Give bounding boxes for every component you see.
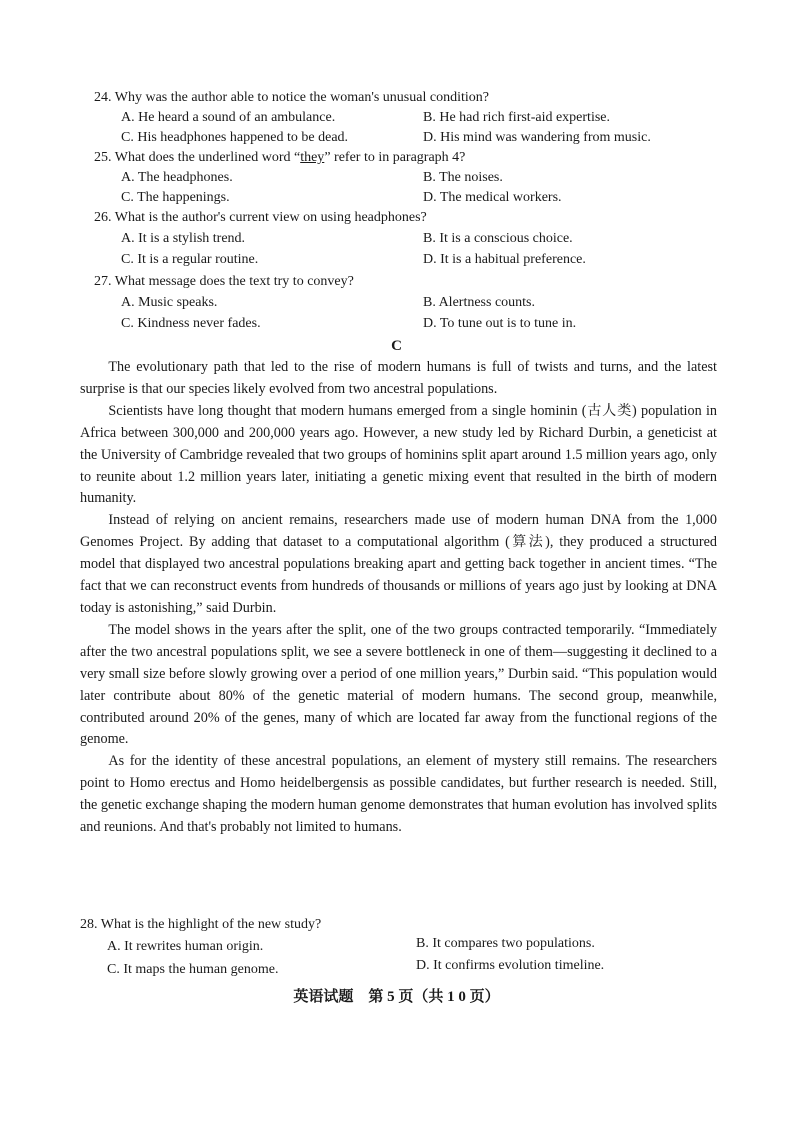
option-27d: D. To tune out is to tune in. bbox=[423, 316, 577, 331]
question-number: 27. bbox=[94, 274, 112, 289]
option-26d: D. It is a habitual preference. bbox=[423, 252, 586, 267]
question-stem: What message does the text try to convey? bbox=[114, 274, 354, 289]
option-28c: C. It maps the human genome. bbox=[107, 962, 279, 977]
option-24a: A. He heard a sound of an ambulance. bbox=[121, 110, 336, 125]
passage-paragraph: Scientists have long thought that modern humans emerged from a single hominin (古人类) population in Africa between 300,000 and 200,000 years ago. However, a new study led by Richard Durbin, a geneticist at the University of Cambridge revealed that two groups of hominins split apart around 1.5 million years ago, only to reunite about 1.2 million years later, initiating a genetic mixing event that resulted in the birth of modern humanity. bbox=[80, 402, 717, 507]
option-27b: B. Alertness counts. bbox=[423, 295, 535, 310]
option-28b: B. It compares two populations. bbox=[416, 936, 595, 951]
passage-paragraph: The evolutionary path that led to the rise of modern humans is full of twists and turns, and the latest surprise is that our species likely evolved from two ancestral populations. bbox=[80, 359, 717, 397]
question-stem: What is the author's current view on using headphones? bbox=[114, 210, 427, 225]
passage-paragraph: As for the identity of these ancestral populations, an element of mystery still remains. The researchers point to Homo erectus and Homo heidelbergensis as possible candidates, but further research is needed. Still, the genetic exchange shaping the modern human genome demonstrates that human evolution has involved splits and reunions. And that's probably not limited to humans. bbox=[80, 753, 717, 836]
question-25 bbox=[94, 150, 465, 166]
passage-paragraph: Instead of relying on ancient remains, researchers made use of modern human DNA from the 1,000 Genomes Project. By adding that dataset to a computational algorithm (算法), they produced a structured model that displayed two ancestral populations breaking apart and getting back together in ancient times. “The fact that we can reconstruct events from hundreds of thousands or millions of years ago just by looking at DNA today is astonishing,” said Durbin. bbox=[80, 512, 717, 616]
option-28d: D. It confirms evolution timeline. bbox=[416, 958, 605, 973]
option-27c: C. Kindness never fades. bbox=[121, 316, 261, 331]
question-number: 26. bbox=[94, 210, 112, 225]
passage-paragraph: The model shows in the years after the split, one of the two groups contracted temporarily. “Immediately after the two ancestral populations split, we see a severe bottleneck in one of them—suggesting it declined to a very small size before slowly growing over a period of one million years,” Durbin said. “This population would later contribute about 80% of the genetic material of modern humans. The second group, meanwhile, contributed around 20% of the genes, many of which are located far away from the functional regions of the genome. bbox=[80, 621, 717, 748]
option-25a: A. The headphones. bbox=[121, 170, 233, 185]
option-24c: C. His headphones happened to be dead. bbox=[121, 130, 349, 145]
option-26a: A. It is a stylish trend. bbox=[121, 231, 246, 246]
question-number: 25. bbox=[94, 150, 112, 165]
question-number: 28. bbox=[80, 917, 98, 932]
reading-passage bbox=[80, 357, 717, 839]
option-24d: D. His mind was wandering from music. bbox=[423, 130, 651, 145]
question-24 bbox=[94, 90, 489, 106]
option-26b: B. It is a conscious choice. bbox=[423, 231, 573, 246]
option-25c: C. The happenings. bbox=[121, 190, 230, 205]
option-26c: C. It is a regular routine. bbox=[121, 252, 259, 267]
option-25d: D. The medical workers. bbox=[423, 190, 562, 205]
page-footer: 英语试题 第 5 页（共 1 0 页） bbox=[293, 989, 500, 1005]
underlined-word: they bbox=[300, 150, 325, 165]
option-27a: A. Music speaks. bbox=[121, 295, 218, 310]
question-26 bbox=[94, 210, 427, 226]
option-24b: B. He had rich first-aid expertise. bbox=[423, 110, 610, 125]
question-stem-post: ” refer to in paragraph 4? bbox=[324, 150, 466, 165]
section-title: C bbox=[391, 338, 402, 354]
question-stem-pre: What does the underlined word “ bbox=[114, 150, 301, 165]
question-28 bbox=[80, 917, 321, 933]
question-stem: Why was the author able to notice the woman's unusual condition? bbox=[114, 90, 489, 105]
question-stem: What is the highlight of the new study? bbox=[100, 917, 322, 932]
option-25b: B. The noises. bbox=[423, 170, 503, 185]
option-28a: A. It rewrites human origin. bbox=[107, 939, 264, 954]
question-27 bbox=[94, 274, 354, 290]
question-number: 24. bbox=[94, 90, 112, 105]
